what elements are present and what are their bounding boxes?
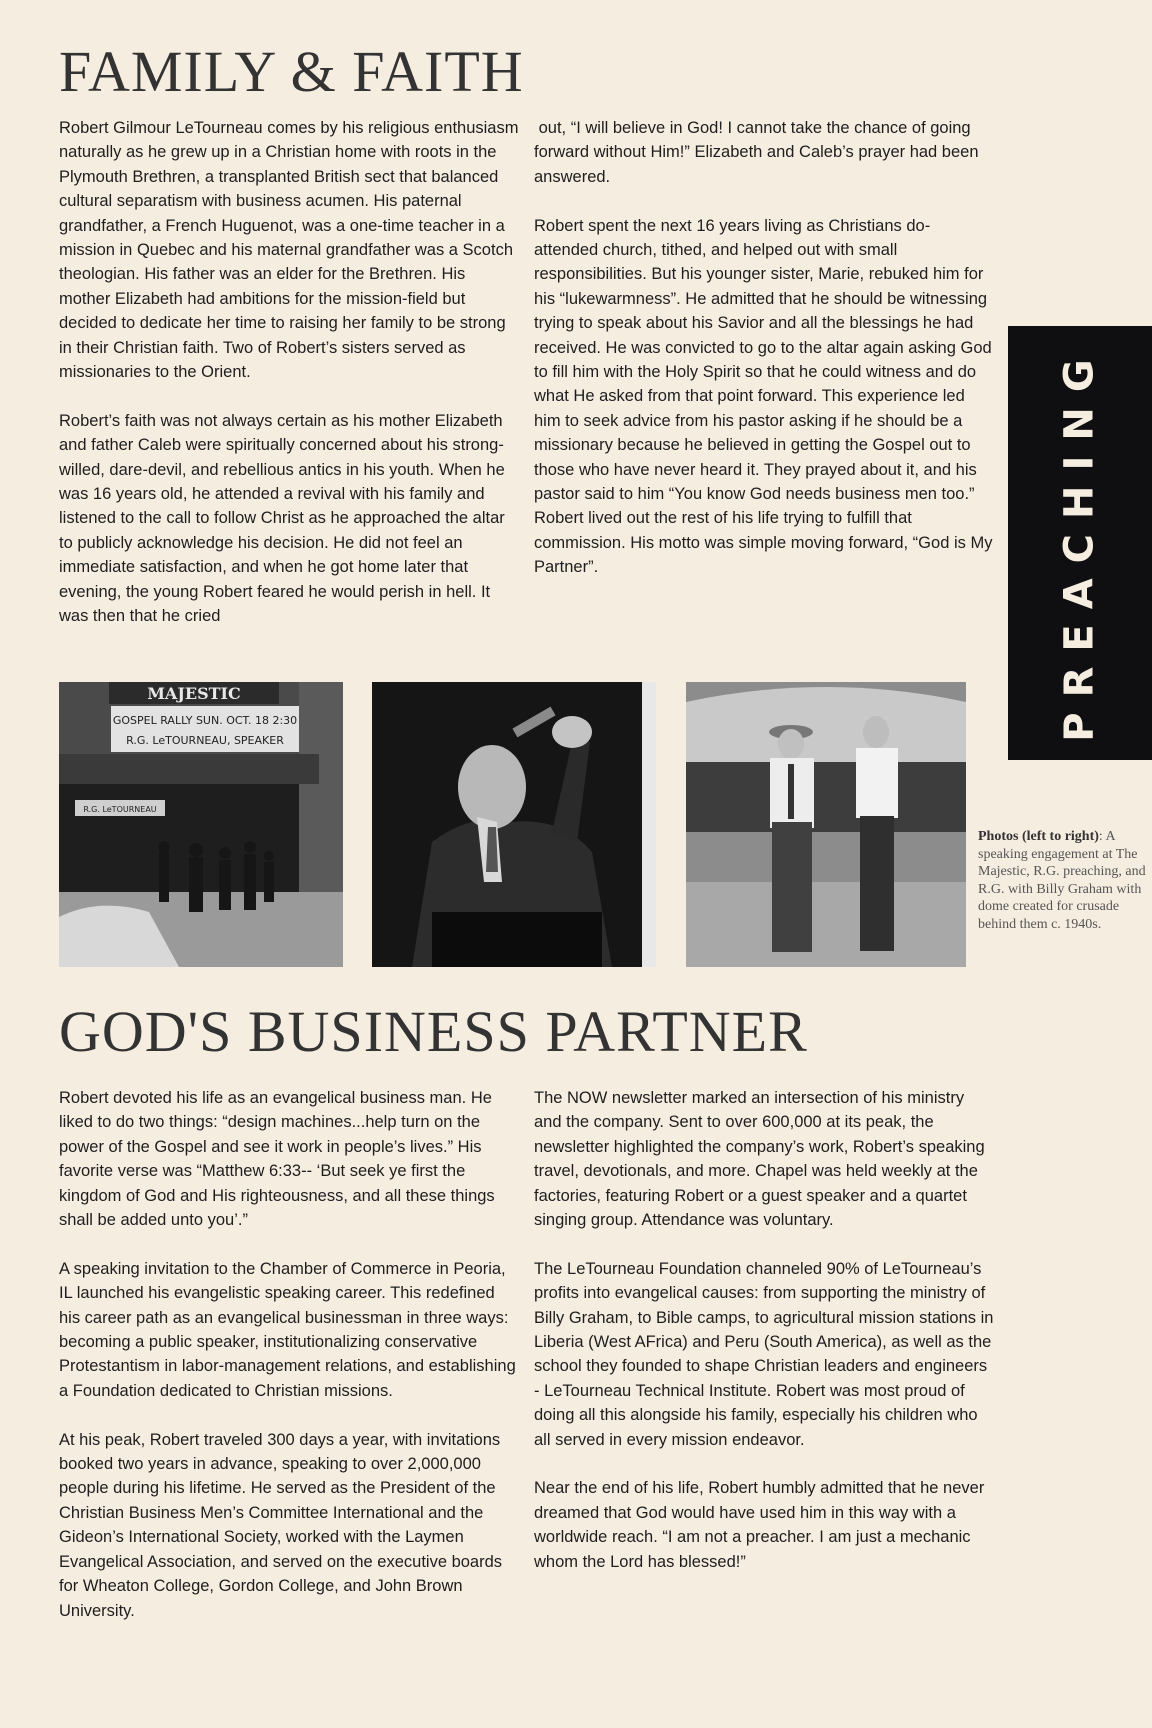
caption-text: : A speaking engagement at The Majestic, R.G. preaching, and R.G. with Billy Graham with dome created for crusade behind them c. 1940s. [978,829,1146,932]
section-title-gods-business-partner: GOD'S BUSINESS PARTNER [59,999,808,1064]
marquee-title: MAJESTIC [147,684,241,703]
caption-lead: Photos (left to right) [978,829,1099,844]
family-faith-column-2 [534,116,994,604]
paragraph: The LeTourneau Foundation channeled 90% of LeTourneau’s profits into evangelical causes: from supporting the ministry of Billy Graham, to Bible camps, to agricultural mission stations in Liberia (West AFrica) and Peru (South America), as well as the school they founded to shape Christian leaders and engineers - LeTourneau Technical Institute. Robert was most proud of doing all this alongside his family, especially his children who all served in every mission endeavor. [534,1259,994,1449]
paragraph: At his peak, Robert traveled 300 days a year, with invitations booked two years in advance, speaking to over 2,000,000 people during his lifetime. He served as the President of the Christian Business Men’s Committee International and the Gideon’s International Society, worked with the Laymen Evangelical Association, and served on the executive boards for Wheaton College, Gordon College, and John Brown University. [59,1430,503,1620]
business-partner-column-2 [534,1086,994,1598]
paragraph: The NOW newsletter marked an intersection of his ministry and the company. Sent to over 600,000 at its peak, the newsletter highlighted the company’s work, Robert’s speaking travel, devotionals, and more. Chapel was held weekly at the factories, featuring Robert or a guest speaker and a quartet singing group. Attendance was voluntary. [534,1089,985,1230]
paragraph: Robert Gilmour LeTourneau comes by his religious enthusiasm naturally as he grew up in a Christian home with roots in the Plymouth Brethren, a transplanted British sect that balanced cultural separatism with business acumen. His paternal grandfather, a French Huguenot, was a one-time teacher in a mission in Quebec and his maternal grandfather was a Scotch theologian. His father was an elder for the Brethren. His mother Elizabeth had ambitions for the mission-field but decided to dedicate her time to raising her family to be strong in their Christian faith. Two of Robert’s sisters served as missionaries to the Orient. [59,119,519,382]
theater-sign: R.G. LeTOURNEAU [83,805,157,814]
marquee-line-2: R.G. LeTOURNEAU, SPEAKER [126,734,284,747]
photo-rg-preaching [372,682,656,967]
business-partner-column-1 [59,1086,519,1647]
photo-rg-with-billy-graham [686,682,966,967]
paragraph: Robert spent the next 16 years living as Christians do- attended church, tithed, and helped out with small responsibilities. But his younger sister, Marie, rebuked him for his “lukewarmness”. He admitted that he should be witnessing trying to speak about his Savior and all the blessings he had received. He was convicted to go to the altar again asking God to fill him with the Holy Spirit so that he could witness and do what He asked from that point forward. This experience led him to seek advice from his pastor asking if he should be a missionary because he believed in getting the Gospel out to those who have never heard it. They prayed about it, and his pastor said to him “You know God needs business men too.” Robert lived out the rest of his life trying to fulfill that commission. His motto was simple moving forward, “God is My Partner”. [534,216,993,577]
photo-majestic-theater [59,682,343,967]
side-tab-label: PREACHING [1057,344,1104,742]
paragraph: out, “I will believe in God! I cannot take the chance of going forward without Him!” Elizabeth and Caleb’s prayer had been answered. [534,119,984,186]
paragraph: Near the end of his life, Robert humbly admitted that he never dreamed that God would have used him in this way with a worldwide reach. “I am not a preacher. I am just a mechanic whom the Lord has blessed!” [534,1479,985,1571]
preaching-side-tab [1008,326,1152,760]
family-faith-column-1 [59,116,519,653]
section-title-family-faith: FAMILY & FAITH [59,39,524,104]
paragraph: Robert’s faith was not always certain as his mother Elizabeth and father Caleb were spiritually concerned about his strong-willed, dare-devil, and rebellious antics in his youth. When he was 16 years old, he attended a revival with his family and listened to the call to follow Christ as he approached the altar to publicly acknowledge his decision. He did not feel an immediate satisfaction, and when he got home later that evening, the young Robert feared he would perish in hell. It was then that he cried [59,411,505,626]
paragraph: A speaking invitation to the Chamber of Commerce in Peoria, IL launched his evangelistic speaking career. This redefined his career path as an evangelical businessman in three ways: becoming a public speaker, institutionalizing conservative Protestantism in labor-management relations, and establishing a Foundation dedicated to Christian missions. [59,1259,516,1400]
paragraph: Robert devoted his life as an evangelical business man. He liked to do two things: “design machines...help turn on the power of the Gospel and see it work in people’s lives.” His favorite verse was “Matthew 6:33-- ‘But seek ye first the kingdom of God and His righteousness, and all these things shall be added unto you’.” [59,1089,495,1230]
marquee-line-1: GOSPEL RALLY SUN. OCT. 18 2:30 [112,714,298,727]
photos-caption [978,828,1148,934]
